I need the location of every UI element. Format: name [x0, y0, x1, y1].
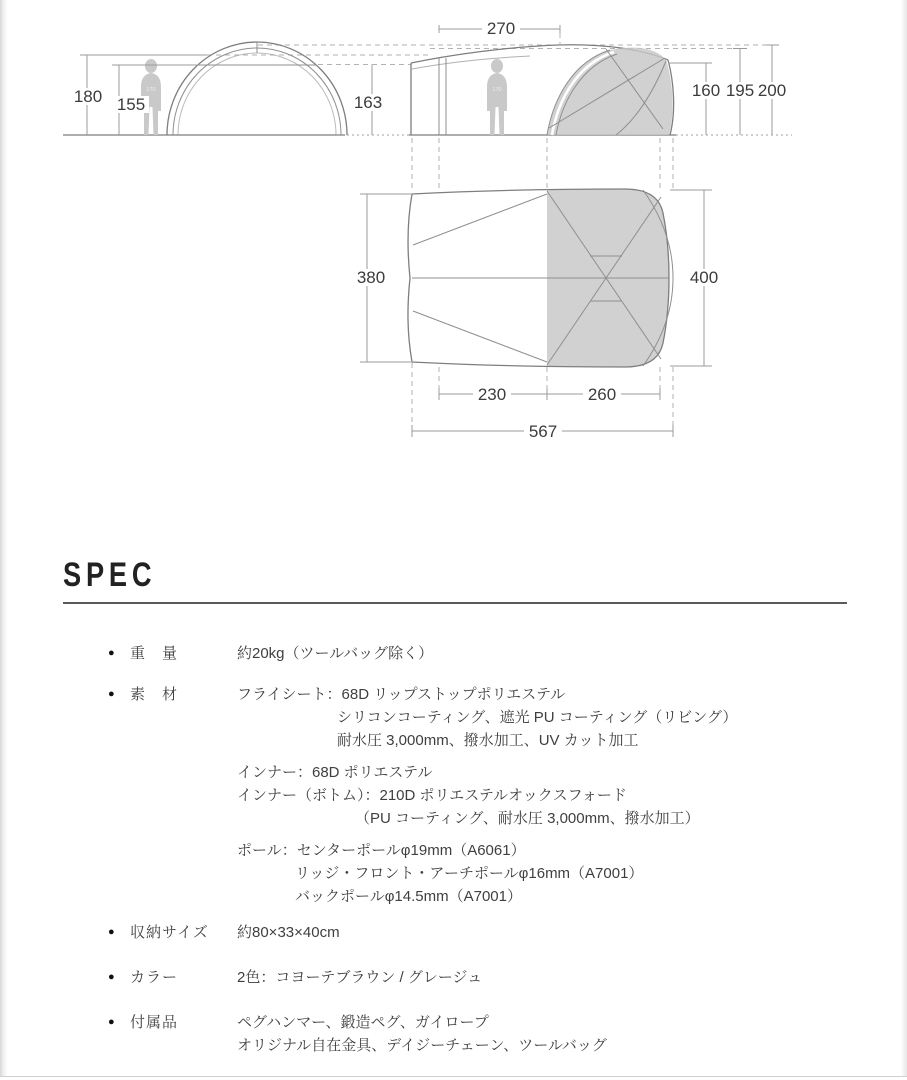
spec-value-material [237, 683, 847, 908]
svg-text:163: 163 [353, 93, 383, 112]
person-silhouette-side-view [487, 59, 507, 135]
dim-label-155 [112, 95, 149, 114]
dim-label-260 [583, 385, 621, 404]
bullet-icon: ● [108, 1016, 115, 1028]
dim-label-400 [685, 268, 723, 287]
bullet-icon: ● [108, 926, 115, 938]
material-line: バックポールφ14.5mm（A7001） [295, 888, 522, 905]
material-inner [237, 761, 847, 830]
spec-row-storage-size [63, 921, 847, 944]
spec-row-material [63, 683, 847, 908]
material-line: ポール：センターポールφ19mm（A6061） [237, 842, 526, 859]
spec-value-storage-size: 約80×33×40cm [237, 924, 340, 941]
person-height-label: 170 [146, 87, 156, 93]
dim-label-380 [352, 268, 390, 287]
spec-label-accessories: 付属品 [130, 1014, 179, 1031]
bullet-icon: ● [108, 688, 115, 700]
svg-text:400: 400 [689, 268, 719, 287]
material-line: 耐水圧 3,000mm、撥水加工、UV カット加工 [337, 732, 639, 749]
spec-heading: SPEC [63, 556, 157, 594]
material-line: シリコンコーティング、遮光 PU コーティング（リビング） [337, 709, 738, 726]
dim-label-163 [349, 93, 387, 112]
spec-section [63, 556, 847, 1057]
svg-text:160: 160 [691, 81, 721, 100]
dim-label-270 [482, 19, 520, 38]
back-view [63, 42, 347, 135]
spec-row-color [63, 966, 847, 989]
material-line: インナー（ボトム）：210D ポリエステルオックスフォード [237, 787, 627, 804]
spec-divider [63, 602, 847, 604]
top-view [352, 138, 723, 441]
page-edge-bottom [0, 1076, 907, 1080]
spec-row-accessories [63, 1011, 847, 1057]
material-pole [237, 839, 847, 908]
accessories-line: ペグハンマー、鍛造ペグ、ガイロープ [237, 1014, 489, 1031]
spec-label-storage-size: 収納サイズ [130, 924, 209, 941]
spec-value-accessories [237, 1011, 847, 1057]
spec-label-weight: 重 量 [130, 645, 179, 662]
bullet-icon: ● [108, 971, 115, 983]
material-line: リッジ・フロント・アーチポールφ16mm（A7001） [295, 865, 644, 882]
spec-label-material: 素 材 [130, 686, 179, 703]
material-line: インナー：68D ポリエステル [237, 764, 433, 781]
side-view [349, 19, 788, 135]
dim-label-230 [473, 385, 511, 404]
person-height-label: 170 [492, 87, 502, 93]
dim-label-200 [756, 81, 788, 100]
svg-text:260: 260 [587, 385, 617, 404]
dim-label-180 [70, 87, 107, 106]
dim-label-195 [724, 81, 756, 100]
svg-text:380: 380 [356, 268, 386, 287]
svg-text:230: 230 [477, 385, 507, 404]
svg-text:567: 567 [528, 422, 558, 441]
spec-label-color: カラー [130, 969, 179, 986]
svg-text:270: 270 [486, 19, 516, 38]
svg-text:195: 195 [725, 81, 755, 100]
spec-value-color: 2色：コヨーテブラウン / グレージュ [237, 969, 483, 986]
dim-label-567 [524, 422, 562, 441]
svg-text:155: 155 [116, 95, 146, 114]
dim-label-160 [690, 81, 722, 100]
svg-text:180: 180 [73, 87, 103, 106]
material-line: （PU コーティング、耐水圧 3,000mm、撥水加工） [355, 810, 700, 827]
svg-text:200: 200 [757, 81, 787, 100]
material-line: フライシート：68D リップストップポリエステル [237, 686, 566, 703]
material-flysheet [237, 683, 847, 752]
accessories-line: オリジナル自在金具、デイジーチェーン、ツールバッグ [237, 1037, 607, 1054]
tent-dimension-diagram [0, 0, 907, 470]
spec-row-weight [63, 642, 847, 665]
spec-value-weight: 約20kg（ツールバッグ除く） [237, 645, 434, 662]
bullet-icon: ● [108, 647, 115, 659]
